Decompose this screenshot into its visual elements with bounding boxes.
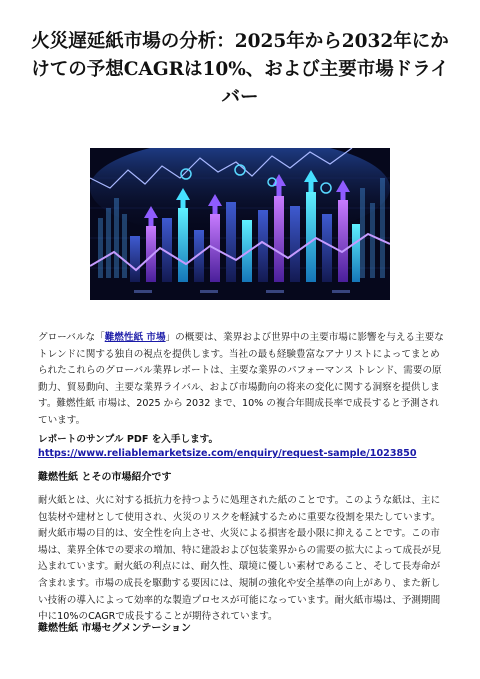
intro-paragraph <box>38 330 444 430</box>
hero-image <box>90 148 390 300</box>
sample-request-link[interactable]: https://www.reliablemarketsize.com/enquiry/request-sample/1023850 <box>38 448 417 459</box>
section-heading-intro: 難燃性紙 とその市場紹介です <box>38 472 172 483</box>
section-intro-body: 耐火紙とは、火に対する抵抗力を持つように処理された紙のことです。このような紙は、主に包装材や建材として使用され、火災のリスクを軽減するために重要な役割を果たしています。耐火紙市場の目的は、安全性を向上させ、火災による損害を最小限に抑えることです。この市場は、業界全体での要求の増加、特に建設および包装業界からの需要の拡大によって成長が見込まれています。耐火紙の利点には、耐久性、環境に優しい素材であること、そして長寿命が含まれます。市場の成長を駆動する要因には、規制の強化や安全基準の向上があり、また新しい技術の導入によって効率的な製造プロセスが可能になっています。耐火紙市場は、予測期間中に10%のCAGRで成長することが期待されています。 <box>38 495 441 623</box>
sample-label: レポートのサンプル PDF を入手します。 <box>38 434 219 445</box>
page-title: 火災遅延紙市場の分析：2025年から2032年にかけての予想CAGRは10%、および主要市場ドライバー <box>31 31 449 108</box>
sample-request <box>38 433 444 461</box>
intro-text-before: グローバルな「 <box>38 332 105 343</box>
stock-chart-illustration-icon <box>90 148 390 300</box>
market-keyword-link[interactable]: 難燃性紙 市場 <box>104 332 166 343</box>
section-heading-segmentation: 難燃性紙 市場セグメンテーション <box>38 623 191 634</box>
intro-text-after: 」の概要は、業界および世界中の主要市場に影響を与える主要なトレンドに関する独自の視点を提供します。当社の最も経験豊富なアナリストによってまとめられたこれらのグローバル業界レポートは、主要な業界のパフォーマンス トレンド、需要の原動力、貿易動向、主要な業界ライバル、および市場動向の将来の変化に関する洞察を提供します。難燃性紙 市場は、2025 から 2032 まで、10% の複合年間成長率で成長すると予測されています。 <box>38 332 444 426</box>
